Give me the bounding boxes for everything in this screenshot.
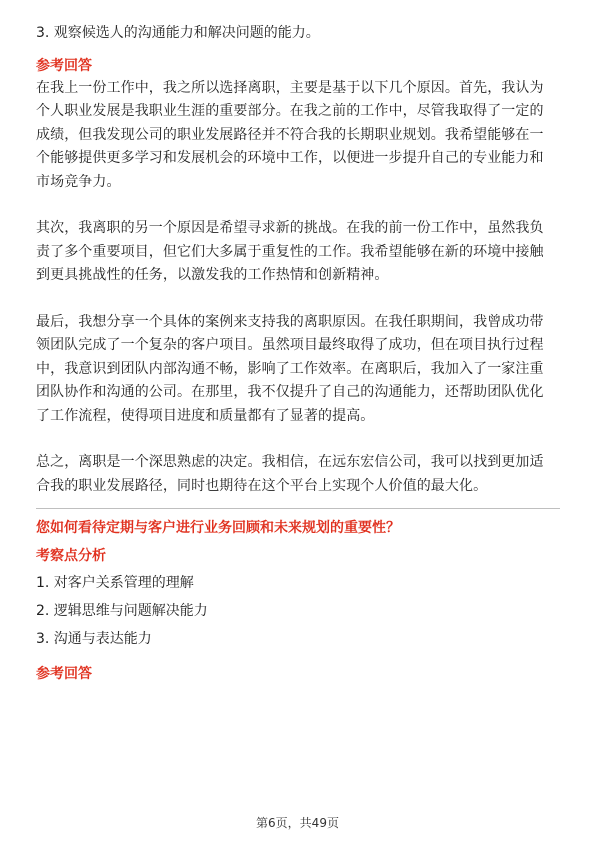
- evaluation-point-3: 3. 观察候选人的沟通能力和解决问题的能力。: [36, 25, 320, 41]
- page-number: 第6页，共49页: [256, 816, 339, 830]
- analysis-item-3: 3. 沟通与表达能力: [36, 631, 152, 647]
- answer-paragraph-2: 其次，我离职的另一个原因是希望寻求新的挑战。在我的前一份工作中，虽然我负 责了多个重要项目，但它们大多属于重复性的工作。我希望能够在新的环境中接触 到更具挑战性的任务，以激发我的工作热情和创新精神。: [36, 220, 544, 283]
- analysis-heading: 考察点分析: [36, 548, 106, 564]
- reference-answer-heading-2: 参考回答: [36, 666, 92, 682]
- section-divider: [36, 508, 560, 509]
- answer-paragraph-1: 在我上一份工作中，我之所以选择离职，主要是基于以下几个原因。首先，我认为 个人职业发展是我职业生涯的重要部分。在我之前的工作中，尽管我取得了一定的 成绩，但我发现公司的职业发展路径并不符合我的长期职业规划。我希望能够在一 个能够提供更多学习和发展机会的环境中工作，以便进一步提升自己的专业能力和 市场竞争力。: [36, 79, 544, 190]
- answer-paragraph-4: 总之，离职是一个深思熟虑的决定。我相信，在远东宏信公司，我可以找到更加适 合我的职业发展路径，同时也期待在这个平台上实现个人价值的最大化。: [36, 454, 544, 494]
- answer-paragraph-3: 最后，我想分享一个具体的案例来支持我的离职原因。在我任职期间，我曾成功带 领团队完成了一个复杂的客户项目。虽然项目最终取得了成功，但在项目执行过程 中，我意识到团队内部沟通不畅，影响了工作效率。在离职后，我加入了一家注重 团队协作和沟通的公司。在那里，我不仅提升了自己的沟通能力，还帮助团队优化 了工作流程，使得项目进度和质量都有了显著的提高。: [36, 313, 544, 424]
- question-heading: 您如何看待定期与客户进行业务回顾和未来规划的重要性？: [36, 520, 400, 536]
- document-page: [36, 22, 560, 685]
- reference-answer-heading: 参考回答: [36, 57, 92, 74]
- analysis-item-2: 2. 逻辑思维与问题解决能力: [36, 603, 208, 619]
- analysis-item-1: 1. 对客户关系管理的理解: [36, 575, 194, 591]
